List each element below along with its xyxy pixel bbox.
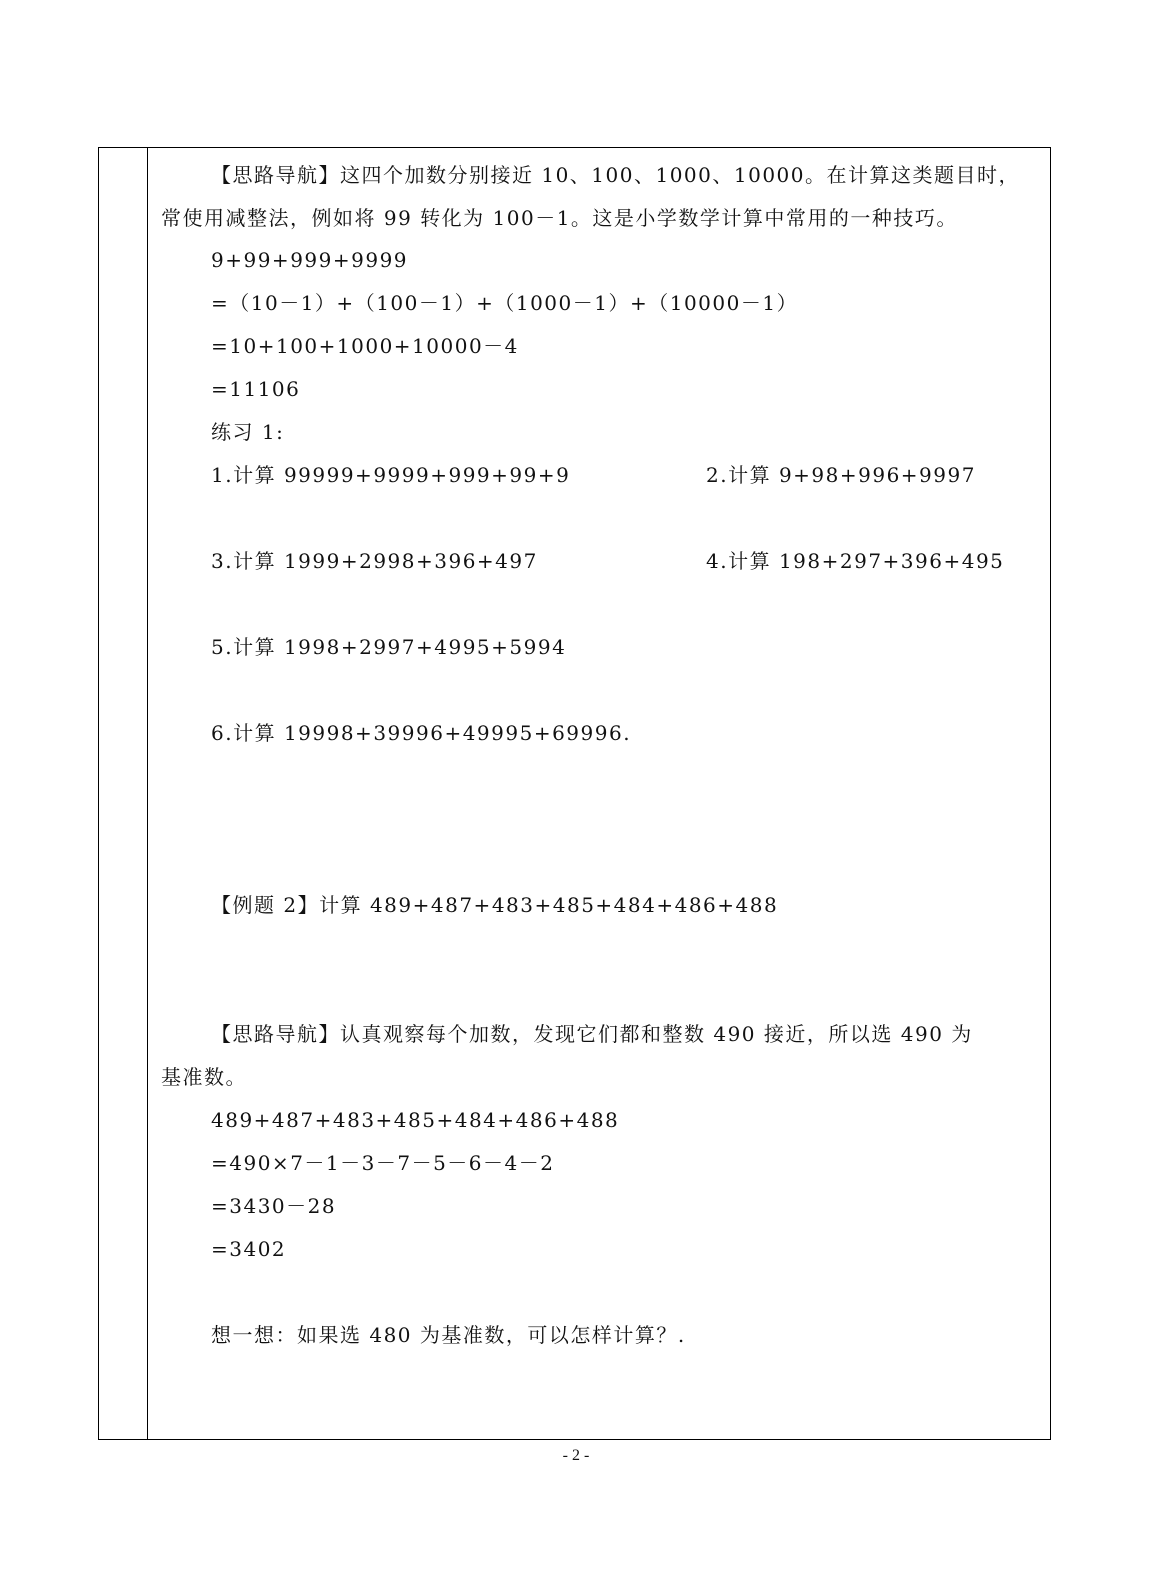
guide-heading-1: 【思路导航】 [211, 163, 340, 187]
guide-text-1a: 这四个加数分别接近 10、100、1000、10000。在计算这类题目时， [340, 163, 1021, 187]
guide-paragraph-2-line-1 [211, 1020, 973, 1048]
practice-item-4: 4.计算 198+297+396+495 [706, 549, 1005, 573]
guide-text-2a: 认真观察每个加数，发现它们都和整数 490 接近，所以选 490 为 [340, 1022, 973, 1046]
page-number: - 2 - [562, 1447, 590, 1464]
guide-paragraph-1-line-2: 常使用减整法，例如将 99 转化为 100－1。这是小学数学计算中常用的一种技巧。 [161, 206, 958, 230]
example2-label: 【例题 2】 [211, 893, 320, 917]
example2-line [211, 891, 778, 919]
practice-item-5: 5.计算 1998+2997+4995+5994 [211, 635, 567, 659]
practice-item-3: 3.计算 1999+2998+396+497 [211, 549, 538, 573]
guide-paragraph-2-line-2: 基准数。 [161, 1065, 247, 1089]
solution2-line-3: =3430－28 [211, 1194, 337, 1218]
practice-item-6: 6.计算 19998+39996+49995+69996. [211, 721, 632, 745]
solution2-line-4: =3402 [211, 1237, 287, 1261]
left-margin-column [99, 148, 148, 1439]
guide-paragraph-1-line-1 [211, 161, 1020, 189]
practice-title: 练习 1: [211, 420, 285, 444]
think-question: 想一想：如果选 480 为基准数，可以怎样计算？. [211, 1323, 686, 1347]
solution1-line-1: 9+99+999+9999 [211, 248, 409, 272]
guide-heading-2: 【思路导航】 [211, 1022, 340, 1046]
practice-item-1: 1.计算 99999+9999+999+99+9 [211, 463, 571, 487]
solution1-line-2: =（10－1）+（100－1）+（1000－1）+（10000－1） [211, 291, 799, 315]
solution1-line-3: =10+100+1000+10000－4 [211, 334, 519, 358]
example2-text: 计算 489+487+483+485+484+486+488 [319, 893, 779, 917]
practice-item-2: 2.计算 9+98+996+9997 [706, 463, 976, 487]
solution1-line-4: =11106 [211, 377, 301, 401]
solution2-line-2: =490×7－1－3－7－5－6－4－2 [211, 1151, 555, 1175]
solution2-line-1: 489+487+483+485+484+486+488 [211, 1108, 620, 1132]
content-table [98, 147, 1051, 1440]
